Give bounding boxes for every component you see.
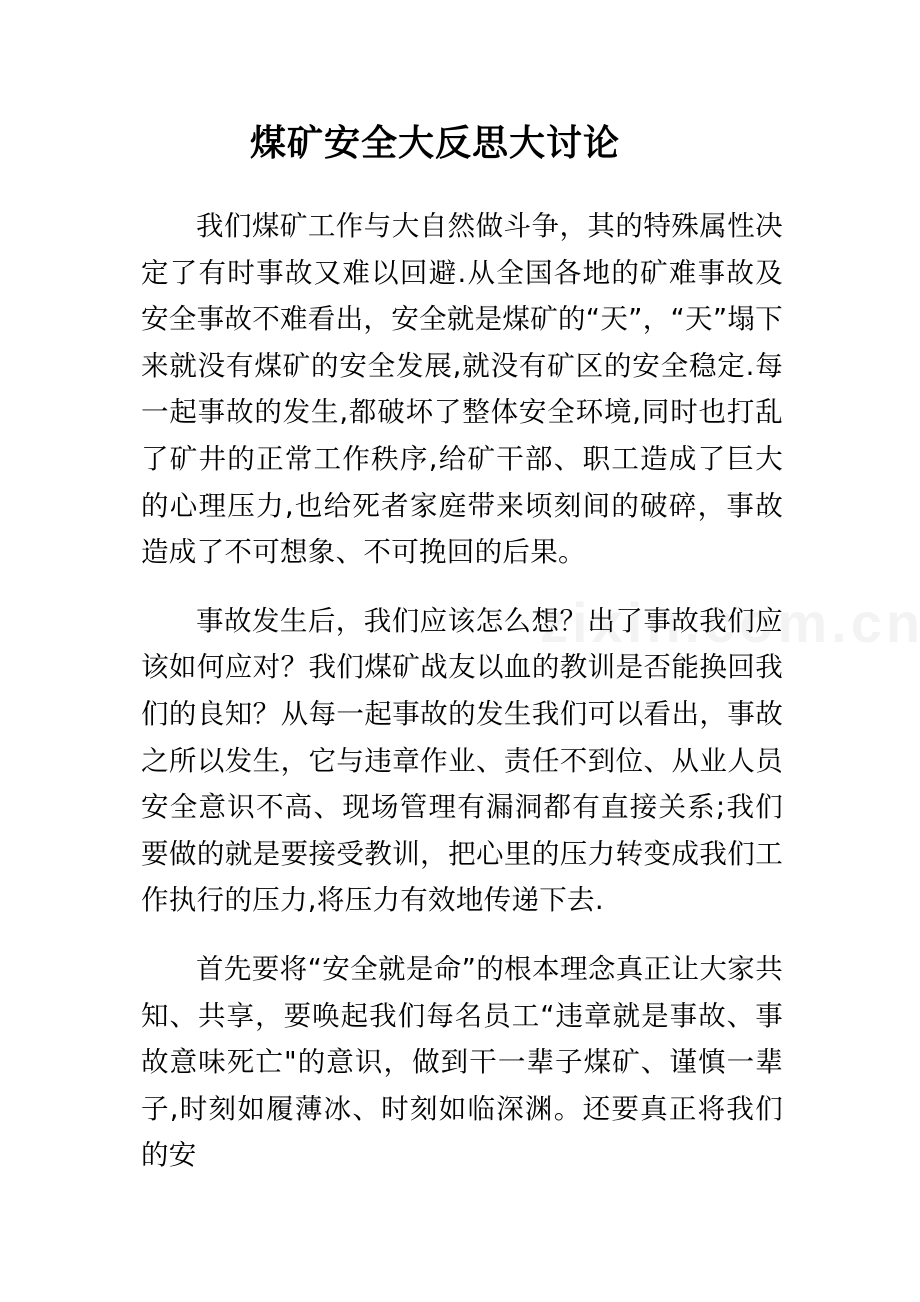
paragraph-3: 首先要将“安全就是命”的根本理念真正让大家共知、共享，要唤起我们每名员工“违章就是事故、事故意味死亡"的意识，做到干一辈子煤矿、谨慎一辈子,时刻如履薄冰、时刻如临深渊。还要真正将我们的安 bbox=[141, 952, 783, 1172]
paragraph-1: 我们煤矿工作与大自然做斗争，其的特殊属性决定了有时事故又难以回避.从全国各地的矿难事故及安全事故不难看出，安全就是煤矿的“天”，“天”塌下来就没有煤矿的安全发展,就没有矿区的安全稳定.每一起事故的发生,都破坏了整体安全环境,同时也打乱了矿井的正常工作秩序,给矿干部、职工造成了巨大的心理压力,也给死者家庭带来顷刻间的破碎，事故造成了不可想象、不可挽回的后果。 bbox=[141, 210, 783, 569]
document-title: 煤矿安全大反思大讨论 bbox=[249, 123, 620, 164]
document-body bbox=[141, 203, 783, 1201]
paragraph-2: 事故发生后，我们应该怎么想？出了事故我们应该如何应对？我们煤矿战友以血的教训是否能换回我们的良知？从每一起事故的发生我们可以看出，事故之所以发生，它与违章作业、责任不到位、从业人员安全意识不高、现场管理有漏洞都有直接关系;我们要做的就是要接受教训，把心里的压力转变成我们工作执行的压力,将压力有效地传递下去. bbox=[141, 604, 783, 917]
